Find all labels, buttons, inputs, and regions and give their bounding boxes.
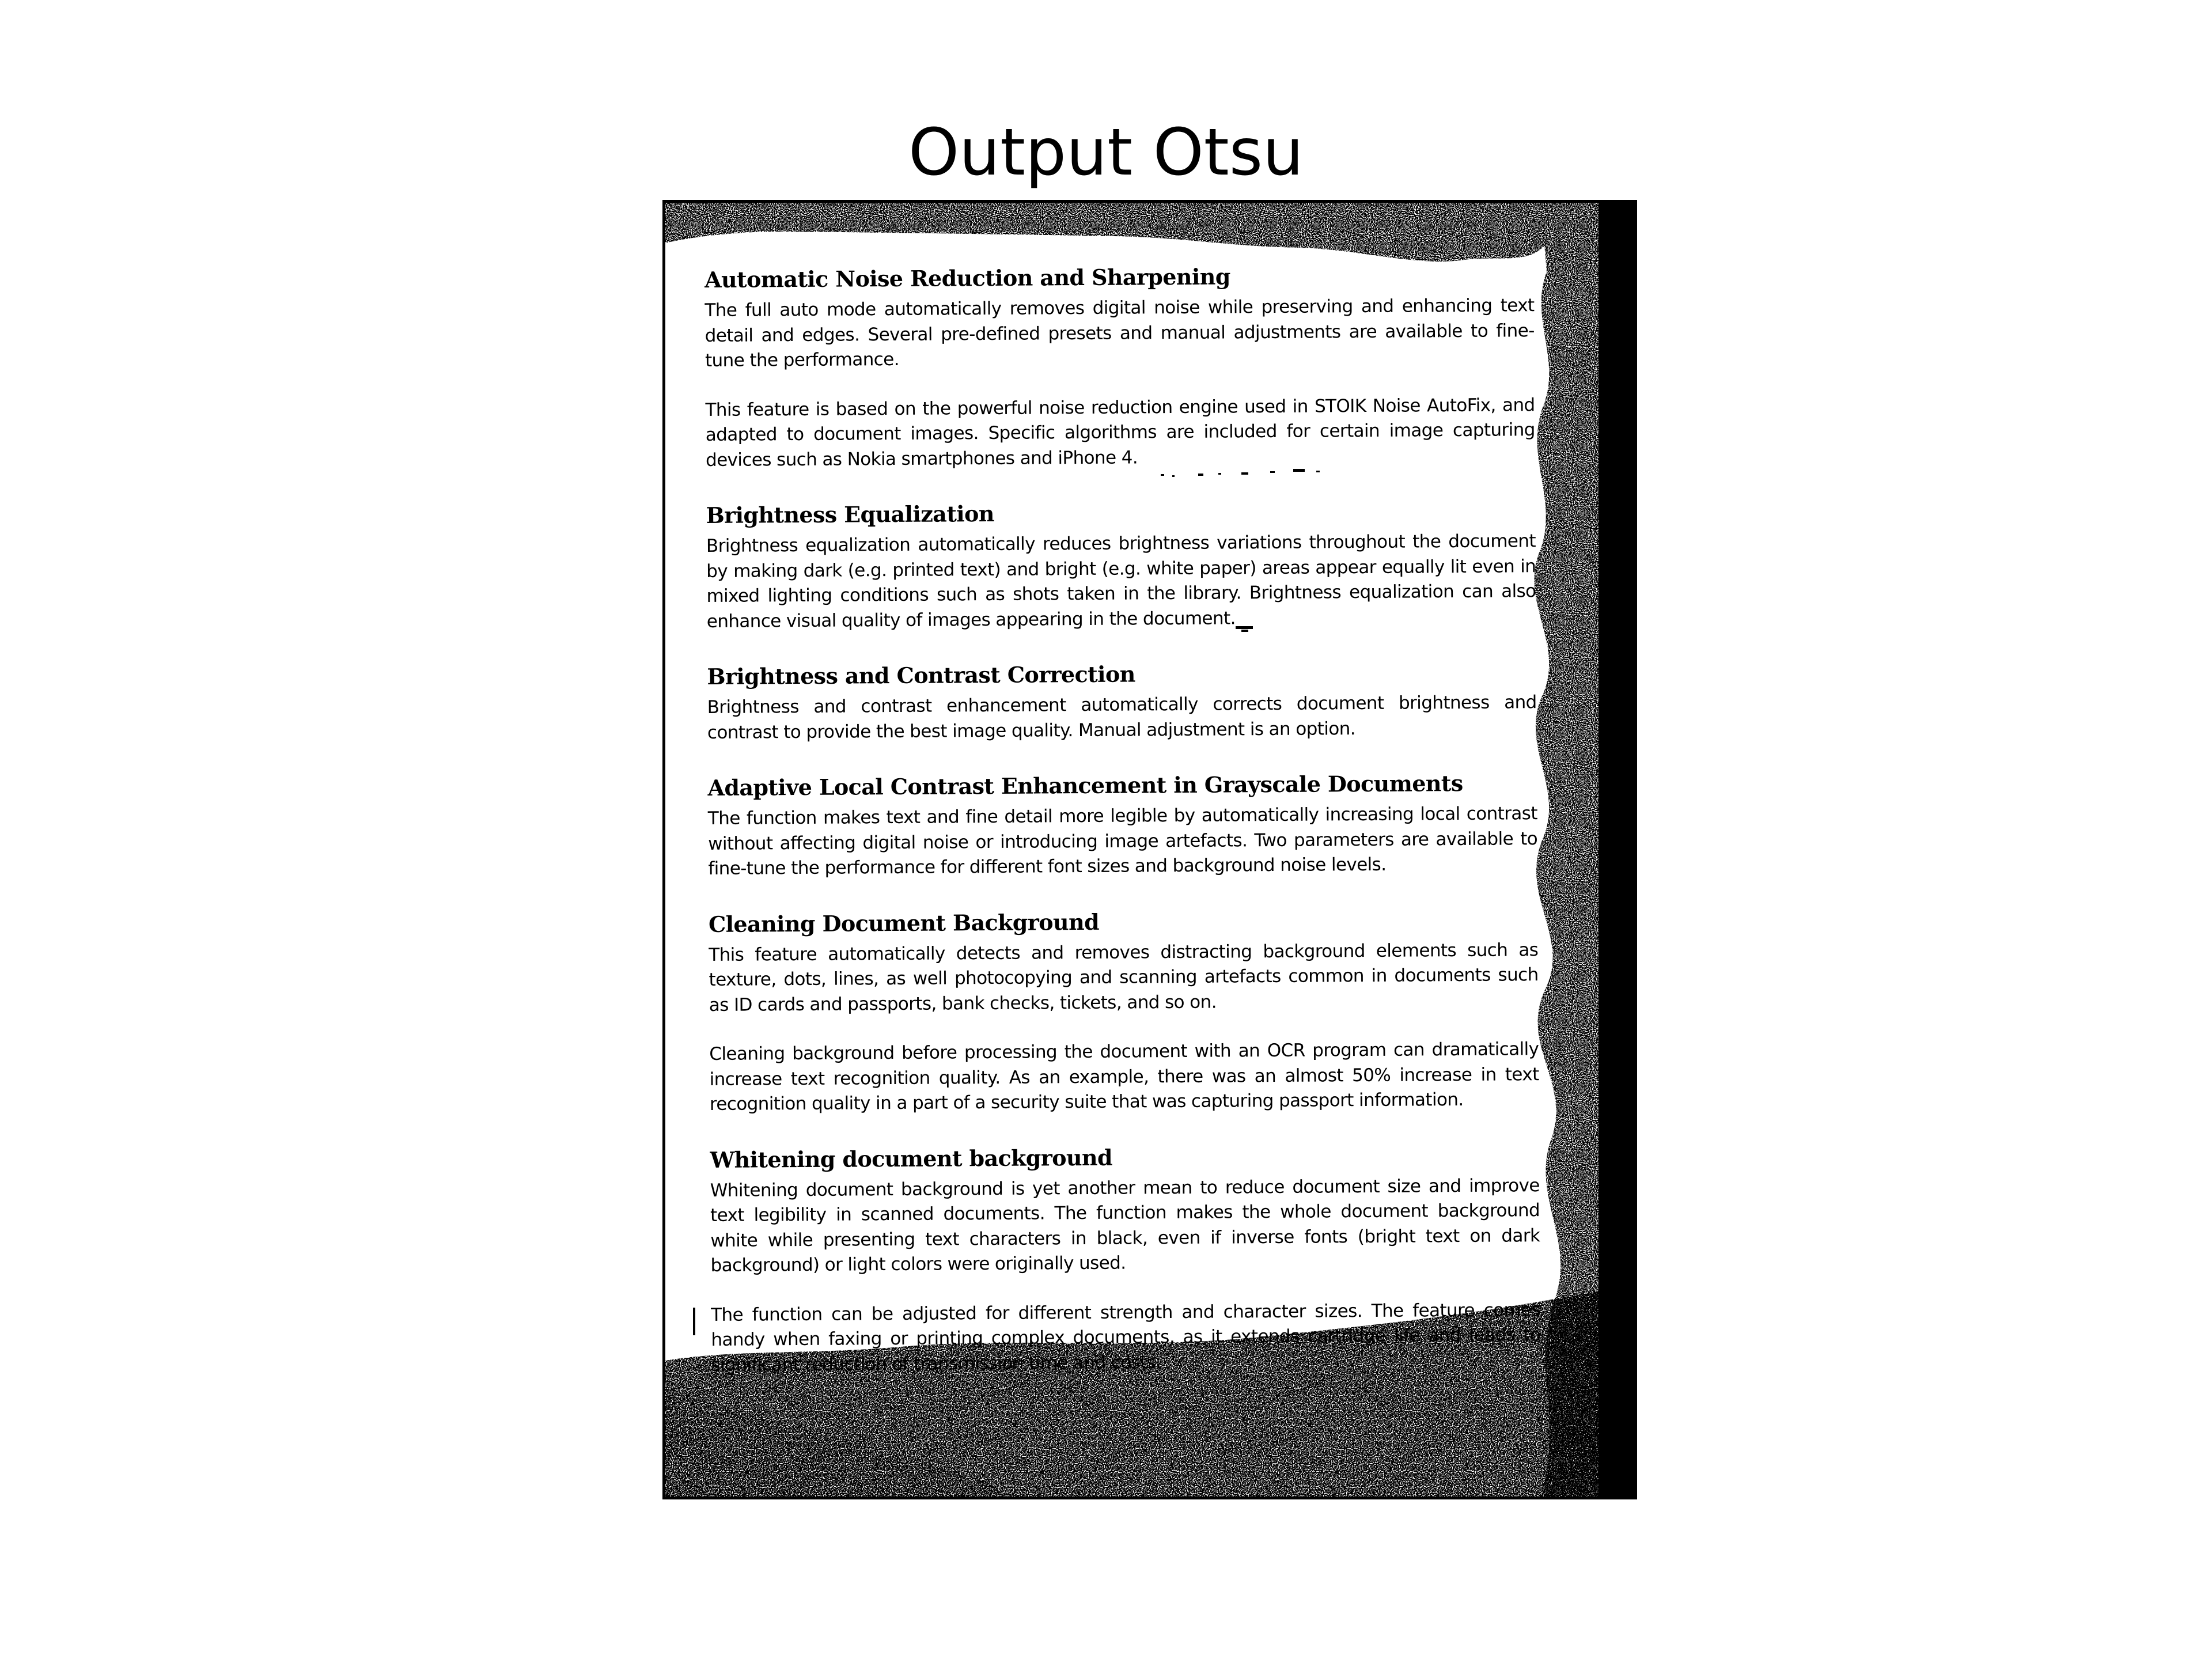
paragraph: Brightness and contrast enhancement automatically corrects document brightness and contrast to provide the best image quality. Manual adjustment is an option. [707, 692, 1537, 743]
section-noise-reduction [704, 260, 1535, 473]
paragraph: This feature is based on the powerful noise reduction engine used in STOIK Noise AutoFix, and adapted to document images. Specific algorithms are included for certain image capturing devices such as Nokia smartphones and iPhone 4. [705, 394, 1535, 471]
section-brightness-contrast [707, 657, 1537, 745]
section-heading: Brightness Equalization [706, 500, 994, 528]
section-local-contrast [707, 768, 1537, 881]
section-heading: Automatic Noise Reduction and Sharpening [704, 263, 1230, 293]
section-cleaning-background [709, 904, 1539, 1118]
section-heading: Cleaning Document Background [708, 908, 1100, 937]
figure-title: Output Otsu [908, 115, 1304, 190]
paragraph: The function can be adjusted for different strength and character sizes. The feature comes handy when faxing or printing complex documents, as it extends cartridge life and leads to significant reduction of transmission time and costs. [711, 1299, 1541, 1376]
section-heading: Whitening document background [710, 1144, 1113, 1173]
paragraph: This feature automatically detects and removes distracting background elements such as texture, dots, lines, as well photocopying and scanning artefacts common in documents such as ID cards and passports, bank checks, tickets, and so on. [709, 939, 1539, 1016]
section-heading: Adaptive Local Contrast Enhancement in Grayscale Documents [707, 770, 1463, 801]
binarized-document-image [662, 200, 1637, 1499]
paragraph: Cleaning background before processing the document with an OCR program can dramatically increase text recognition quality. As an example, there was an almost 50% increase in text recognition quality in a part of a security suite that was capturing passport information. [709, 1039, 1539, 1115]
section-brightness-equalization [706, 495, 1536, 634]
paragraph: The full auto mode automatically removes digital noise while preserving and enhancing text detail and edges. Several pre-defined presets and manual adjustments are available to fine-tune the performance. [704, 295, 1535, 371]
section-heading: Brightness and Contrast Correction [707, 661, 1135, 690]
paragraph: Brightness equalization automatically reduces brightness variations throughout the document by making dark (e.g. printed text) and bright (e.g. white paper) areas appear equally lit even in mixed lighting conditions such as shots taken in the library. Brightness equalization can also enhance visual quality of images appearing in the document. [706, 531, 1536, 632]
paragraph: Whitening document background is yet another mean to reduce document size and improve text legibility in scanned documents. The function makes the whole document background white while presenting text characters in black, even if inverse fonts (bright text on dark background) or light colors were originally used. [710, 1175, 1540, 1276]
scan-edge-shadow [1599, 203, 1634, 1497]
section-whitening-background [710, 1140, 1540, 1378]
text-cursor-artefact [693, 1308, 695, 1335]
paragraph: The function makes text and fine detail more legible by automatically increasing local contrast without affecting digital noise or introducing image artefacts. Two parameters are available to fine-tune the performance for different font sizes and background noise levels. [707, 803, 1538, 879]
document-text [704, 260, 1541, 1406]
